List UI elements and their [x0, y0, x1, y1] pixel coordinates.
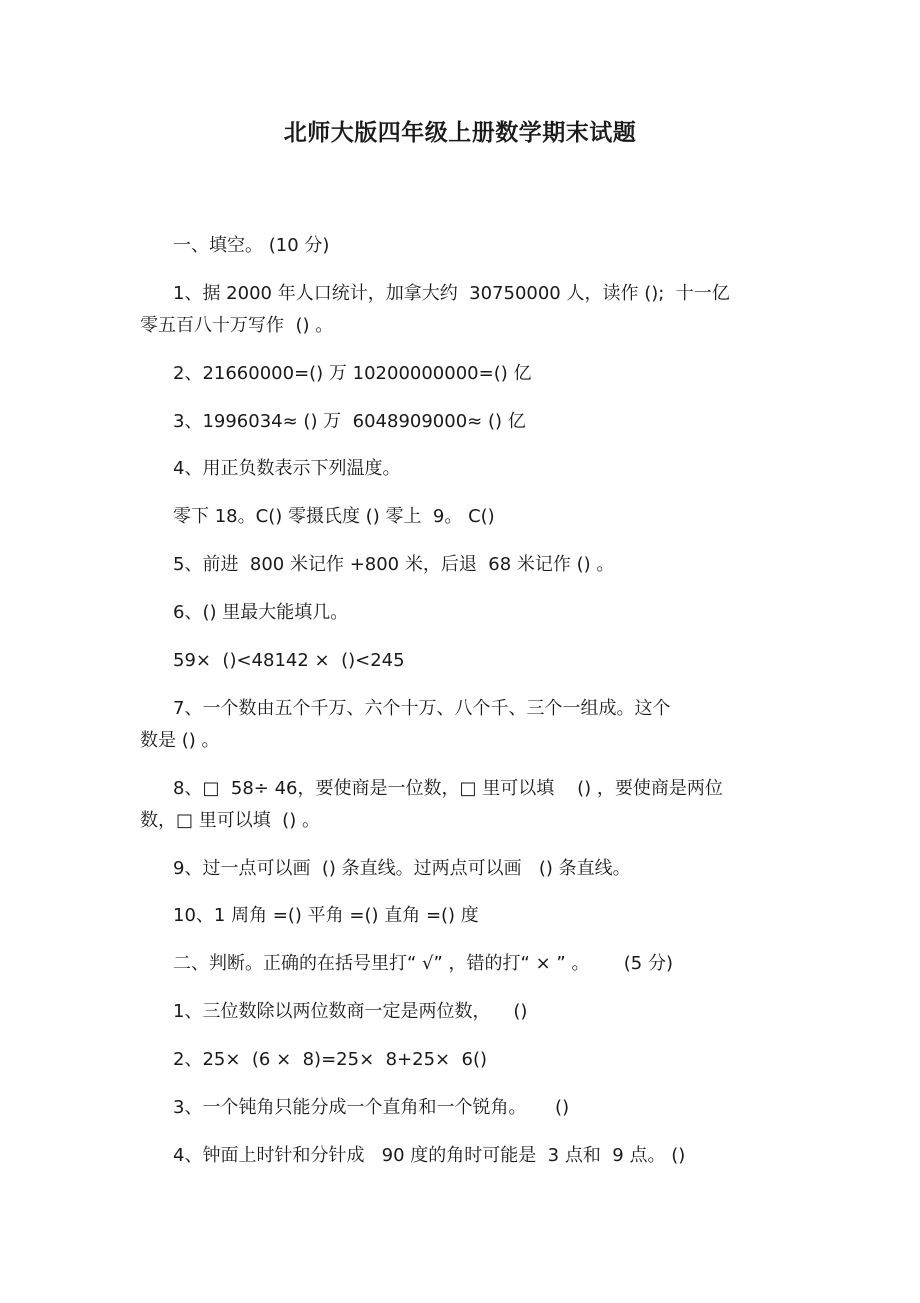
- question-5: 5、前进 800 米记作 +800 米，后退 68 米记作 () 。: [173, 554, 615, 575]
- judge-question-2: 2、25× (6 × 8)=25× 8+25× 6(): [173, 1049, 488, 1070]
- question-7-line-1: 7、一个数由五个千万、六个十万、八个千、三个一组成。这个: [173, 698, 671, 719]
- section-heading-fill-blank: 一、填空。 (10 分): [173, 235, 330, 256]
- judge-question-4: 4、钟面上时针和分针成 90 度的角时可能是 3 点和 9 点。 (): [173, 1145, 686, 1166]
- question-6-line-2: 59× ()<48142 × ()<245: [173, 650, 405, 671]
- question-10: 10、1 周角 =() 平角 =() 直角 =() 度: [173, 905, 479, 926]
- question-1-line-1: 1、据 2000 年人口统计，加拿大约 30750000 人，读作 (); 十一亿: [173, 283, 730, 304]
- question-8-line-1: 8、□ 58÷ 46，要使商是一位数，□ 里可以填 () ，要使商是两位: [173, 778, 723, 799]
- question-2: 2、21660000=() 万 10200000000=() 亿: [173, 363, 532, 384]
- question-1-line-2: 零五百八十万写作 () 。: [140, 315, 334, 336]
- question-6-line-1: 6、() 里最大能填几。: [173, 602, 349, 623]
- question-3: 3、1996034≈ () 万 6048909000≈ () 亿: [173, 411, 526, 432]
- question-8-line-2: 数，□ 里可以填 () 。: [140, 810, 320, 831]
- question-4-line-1: 4、用正负数表示下列温度。: [173, 458, 401, 479]
- question-9: 9、过一点可以画 () 条直线。过两点可以画 () 条直线。: [173, 858, 631, 879]
- judge-question-3: 3、一个钝角只能分成一个直角和一个锐角。 (): [173, 1097, 570, 1118]
- page-title: 北师大版四年级上册数学期末试题: [283, 120, 637, 146]
- question-7-line-2: 数是 () 。: [140, 730, 220, 751]
- question-4-line-2: 零下 18。C() 零摄氏度 () 零上 9。 C(): [173, 506, 495, 527]
- judge-question-1: 1、三位数除以两位数商一定是两位数， (): [173, 1001, 528, 1022]
- section-heading-true-false: 二、判断。正确的在括号里打“ √” ，错的打“ × ” 。 (5 分): [173, 953, 674, 974]
